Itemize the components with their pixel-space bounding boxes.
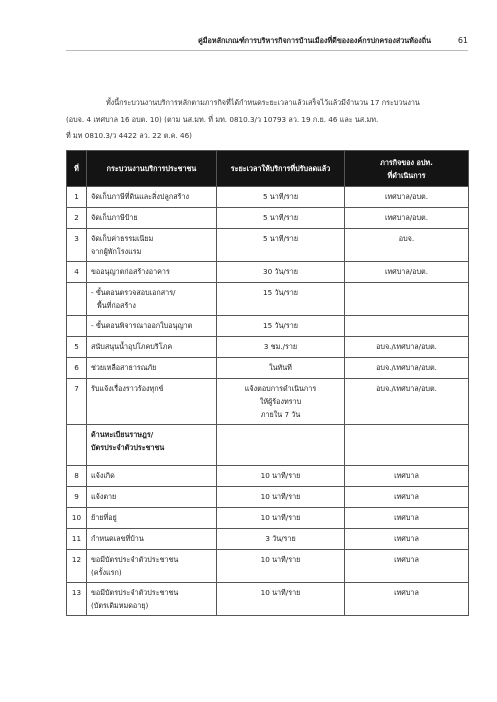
table-header-row bbox=[67, 151, 469, 187]
row-org: เทศบาล bbox=[345, 487, 469, 508]
row-duration: 3 วัน/ราย bbox=[217, 529, 345, 550]
row-no: 7 bbox=[67, 379, 87, 425]
row-process-line-2: (ครั้งแรก) bbox=[91, 568, 122, 577]
intro-paragraph bbox=[66, 95, 468, 145]
row-duration: ในทันที bbox=[217, 358, 345, 379]
row-duration: 15 วัน/ราย bbox=[217, 283, 345, 316]
row-org bbox=[345, 283, 469, 316]
row-process-line-1: - ขั้นตอนตรวจสอบเอกสาร/ bbox=[91, 288, 176, 297]
table-row bbox=[67, 550, 469, 583]
row-process: จัดเก็บภาษีป้าย bbox=[87, 208, 217, 229]
row-process bbox=[87, 283, 217, 316]
row-process: จัดเก็บภาษีที่ดินและสิ่งปลูกสร้าง bbox=[87, 187, 217, 208]
row-duration bbox=[217, 425, 345, 466]
row-duration bbox=[217, 379, 345, 425]
row-duration: 10 นาที/ราย bbox=[217, 466, 345, 487]
header-responsible-line-1: ภารกิจของ อปท. bbox=[380, 157, 433, 167]
row-process: ขออนุญาตก่อสร้างอาคาร bbox=[87, 262, 217, 283]
row-org: เทศบาล bbox=[345, 583, 469, 616]
section-heading bbox=[87, 425, 217, 466]
row-org bbox=[345, 425, 469, 466]
row-duration: 5 นาที/ราย bbox=[217, 187, 345, 208]
row-duration-line-3: ภายใน 7 วัน bbox=[260, 410, 301, 419]
row-duration: 5 นาที/ราย bbox=[217, 208, 345, 229]
row-org: เทศบาล bbox=[345, 550, 469, 583]
row-no: 11 bbox=[67, 529, 87, 550]
row-process-line-1: ขอมีบัตรประจำตัวประชาชน bbox=[91, 555, 179, 564]
row-no: 4 bbox=[67, 262, 87, 283]
intro-line-3: ที่ มท 0810.3/ว 4422 ลว. 22 ต.ค. 46) bbox=[66, 131, 192, 140]
row-duration: 10 นาที/ราย bbox=[217, 487, 345, 508]
row-duration: 30 วัน/ราย bbox=[217, 262, 345, 283]
row-org: เทศบาล/อบต. bbox=[345, 262, 469, 283]
table-row bbox=[67, 337, 469, 358]
row-duration: 10 นาที/ราย bbox=[217, 583, 345, 616]
row-org: เทศบาล bbox=[345, 466, 469, 487]
table-row bbox=[67, 379, 469, 425]
row-no bbox=[67, 316, 87, 337]
table-section-row bbox=[67, 425, 469, 466]
row-no bbox=[67, 283, 87, 316]
row-process: ย้ายที่อยู่ bbox=[87, 508, 217, 529]
page-number: 61 bbox=[457, 36, 468, 45]
header-responsible bbox=[345, 151, 469, 187]
table-row bbox=[67, 358, 469, 379]
row-duration: 5 นาที/ราย bbox=[217, 229, 345, 262]
table-row bbox=[67, 187, 469, 208]
header-no: ที่ bbox=[67, 151, 87, 187]
row-no: 3 bbox=[67, 229, 87, 262]
row-duration: 15 วัน/ราย bbox=[217, 316, 345, 337]
row-process-line-2: จากผู้พักโรงแรม bbox=[91, 247, 142, 256]
intro-line-1: ทั้งนี้กระบวนงานบริการหลักตามภารกิจที่ได้กำหนดระยะเวลาแล้วเสร็จไว้แล้วมีจำนวน 17 กระบวนงาน bbox=[106, 98, 420, 107]
service-process-table bbox=[66, 150, 469, 616]
row-process-line-1: ขอมีบัตรประจำตัวประชาชน bbox=[91, 588, 179, 597]
header-divider bbox=[66, 50, 468, 51]
row-no: 6 bbox=[67, 358, 87, 379]
row-process-line-2: พื้นที่ก่อสร้าง bbox=[97, 301, 136, 310]
table-row bbox=[67, 229, 469, 262]
row-no: 2 bbox=[67, 208, 87, 229]
table-row bbox=[67, 466, 469, 487]
row-no: 12 bbox=[67, 550, 87, 583]
row-no: 1 bbox=[67, 187, 87, 208]
row-no: 8 bbox=[67, 466, 87, 487]
row-duration: 10 นาที/ราย bbox=[217, 508, 345, 529]
table-row bbox=[67, 283, 469, 316]
row-org: เทศบาล bbox=[345, 508, 469, 529]
intro-line-2: (อบจ. 4 เทศบาล 16 อบต. 10) (ตาม นส.มท. ที่ มท. 0810.3/ว 10793 ลว. 19 ก.ย. 46 และ นส.มท. bbox=[66, 114, 379, 124]
row-org: เทศบาล/อบต. bbox=[345, 187, 469, 208]
row-process bbox=[87, 550, 217, 583]
row-no: 9 bbox=[67, 487, 87, 508]
row-no: 5 bbox=[67, 337, 87, 358]
document-title: คู่มือหลักเกณฑ์การบริหารกิจการบ้านเมืองที่ดีขององค์กรปกครองส่วนท้องถิ่น bbox=[198, 36, 432, 45]
table-row bbox=[67, 262, 469, 283]
row-no: 13 bbox=[67, 583, 87, 616]
row-process-line-1: จัดเก็บค่าธรรมเนียม bbox=[91, 234, 154, 243]
row-org: อบจ./เทศบาล/อบต. bbox=[345, 358, 469, 379]
header-process: กระบวนงานบริการประชาชน bbox=[87, 151, 217, 187]
row-duration-line-2: ให้ผู้ร้องทราบ bbox=[259, 397, 302, 406]
table-row bbox=[67, 583, 469, 616]
row-process: รับแจ้งเรื่องราวร้องทุกข์ bbox=[87, 379, 217, 425]
table-row bbox=[67, 208, 469, 229]
row-no bbox=[67, 425, 87, 466]
page-header bbox=[198, 36, 468, 50]
section-heading-line-2: บัตรประจำตัวประชาชน bbox=[91, 443, 165, 452]
row-process: ช่วยเหลือสาธารณภัย bbox=[87, 358, 217, 379]
row-org: เทศบาล/อบต. bbox=[345, 208, 469, 229]
row-duration: 3 ชม./ราย bbox=[217, 337, 345, 358]
row-process bbox=[87, 583, 217, 616]
row-process: แจ้งตาย bbox=[87, 487, 217, 508]
row-org: อบจ./เทศบาล/อบต. bbox=[345, 337, 469, 358]
row-process: กำหนดเลขที่บ้าน bbox=[87, 529, 217, 550]
section-heading-line-1: ด้านทะเบียนราษฎร/ bbox=[91, 430, 154, 439]
header-duration: ระยะเวลาให้บริการที่ปรับลดแล้ว bbox=[217, 151, 345, 187]
row-org: อบจ. bbox=[345, 229, 469, 262]
row-org: เทศบาล bbox=[345, 529, 469, 550]
row-duration: 10 นาที/ราย bbox=[217, 550, 345, 583]
row-duration-line-1: แจ้งตอบการดำเนินการ bbox=[244, 384, 317, 393]
row-process: - ขั้นตอนพิจารณาออกใบอนุญาต bbox=[87, 316, 217, 337]
row-org bbox=[345, 316, 469, 337]
table-row bbox=[67, 316, 469, 337]
row-process-line-2: (บัตรเดิมหมดอายุ) bbox=[91, 601, 149, 610]
row-process: สนับสนุนน้ำอุปโภคบริโภค bbox=[87, 337, 217, 358]
row-process: แจ้งเกิด bbox=[87, 466, 217, 487]
row-no: 10 bbox=[67, 508, 87, 529]
table-row bbox=[67, 487, 469, 508]
table-row bbox=[67, 508, 469, 529]
row-org: อบจ./เทศบาล/อบต. bbox=[345, 379, 469, 425]
header-responsible-line-2: ที่ดำเนินการ bbox=[387, 170, 426, 180]
table-row bbox=[67, 529, 469, 550]
row-process bbox=[87, 229, 217, 262]
